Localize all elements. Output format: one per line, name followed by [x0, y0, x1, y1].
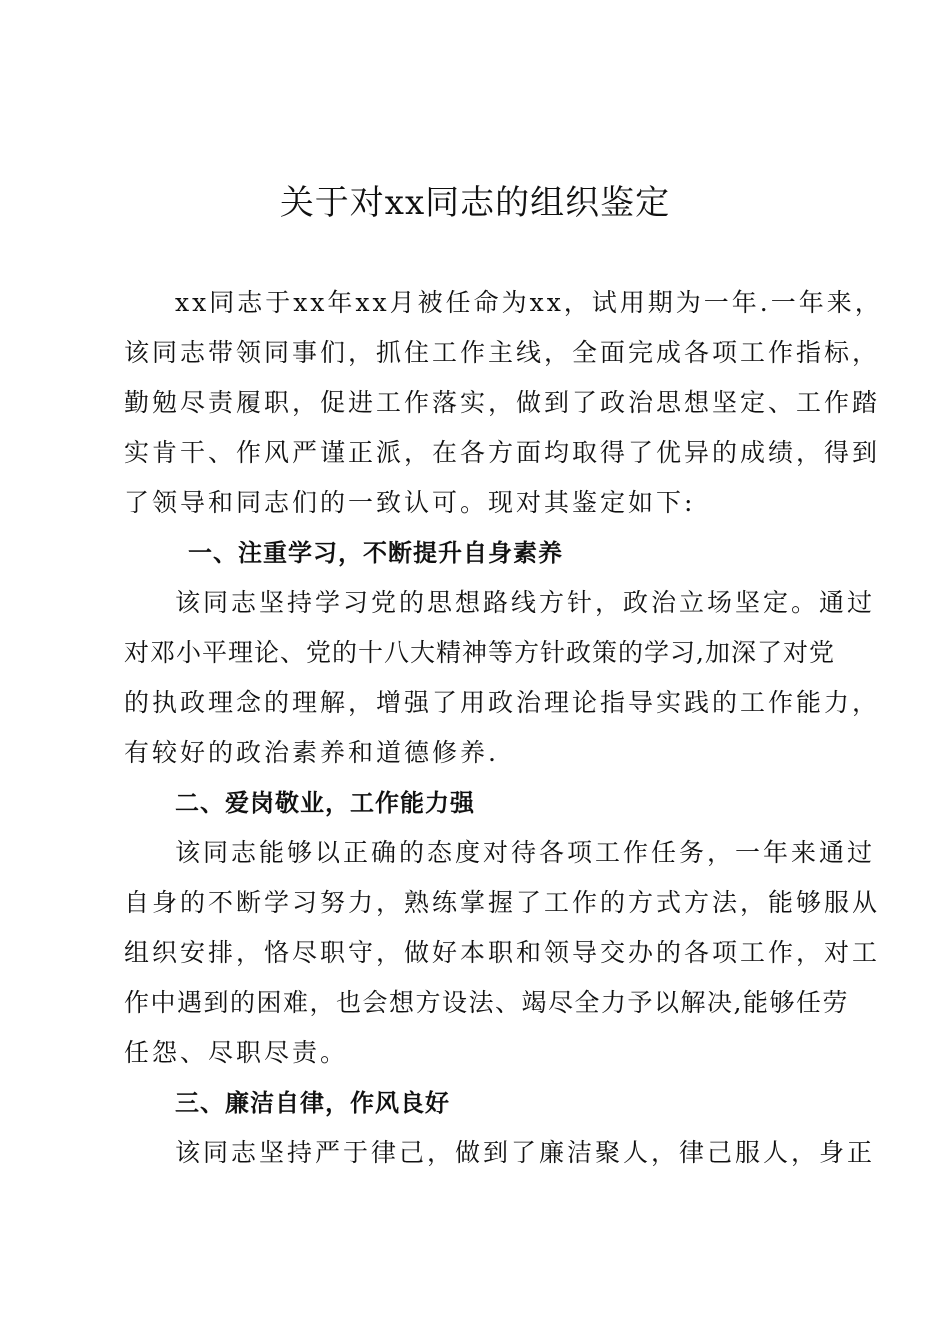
section-1-line-3: 的执政理念的理解，增强了用政治理论指导实践的工作能力， [124, 688, 881, 717]
document-title: 关于对xx同志的组织鉴定 [279, 183, 671, 223]
section-1-line-4: 有较好的政治素养和道德修养. [124, 738, 499, 767]
section-1-heading: 一、注重学习，不断提升自身素养 [188, 539, 563, 567]
section-1-line-2: 对邓小平理论、党的十八大精神等方针政策的学习,加深了对党 [124, 638, 835, 667]
section-2-line-1: 该同志能够以正确的态度对待各项工作任务，一年来通过 [175, 838, 876, 867]
section-2-line-5: 任怨、尽职尽责。 [124, 1038, 349, 1067]
section-1-line-1: 该同志坚持学习党的思想路线方针，政治立场坚定。通过 [175, 588, 876, 617]
section-2-heading: 二、爱岗敬业，工作能力强 [175, 789, 475, 817]
intro-line-1: xx同志于xx年xx月被任命为xx，试用期为一年.一年来， [175, 288, 883, 317]
intro-line-2: 该同志带领同事们，抓住工作主线，全面完成各项工作指标， [124, 338, 881, 367]
section-3-line-1: 该同志坚持严于律己，做到了廉洁聚人，律己服人，身正 [175, 1138, 876, 1167]
section-3-heading: 三、廉洁自律，作风良好 [175, 1089, 450, 1117]
section-2-line-4: 作中遇到的困难，也会想方设法、竭尽全力予以解决,能够任劳 [124, 988, 849, 1017]
intro-line-4: 实肯干、作风严谨正派，在各方面均取得了优异的成绩，得到 [124, 438, 881, 467]
section-2-line-2: 自身的不断学习努力，熟练掌握了工作的方式方法，能够服从 [124, 888, 881, 917]
intro-line-3: 勤勉尽责履职，促进工作落实，做到了政治思想坚定、工作踏 [124, 388, 881, 417]
intro-line-5: 了领导和同志们的一致认可。现对其鉴定如下: [124, 488, 696, 517]
section-2-line-3: 组织安排，恪尽职守，做好本职和领导交办的各项工作，对工 [124, 938, 881, 967]
